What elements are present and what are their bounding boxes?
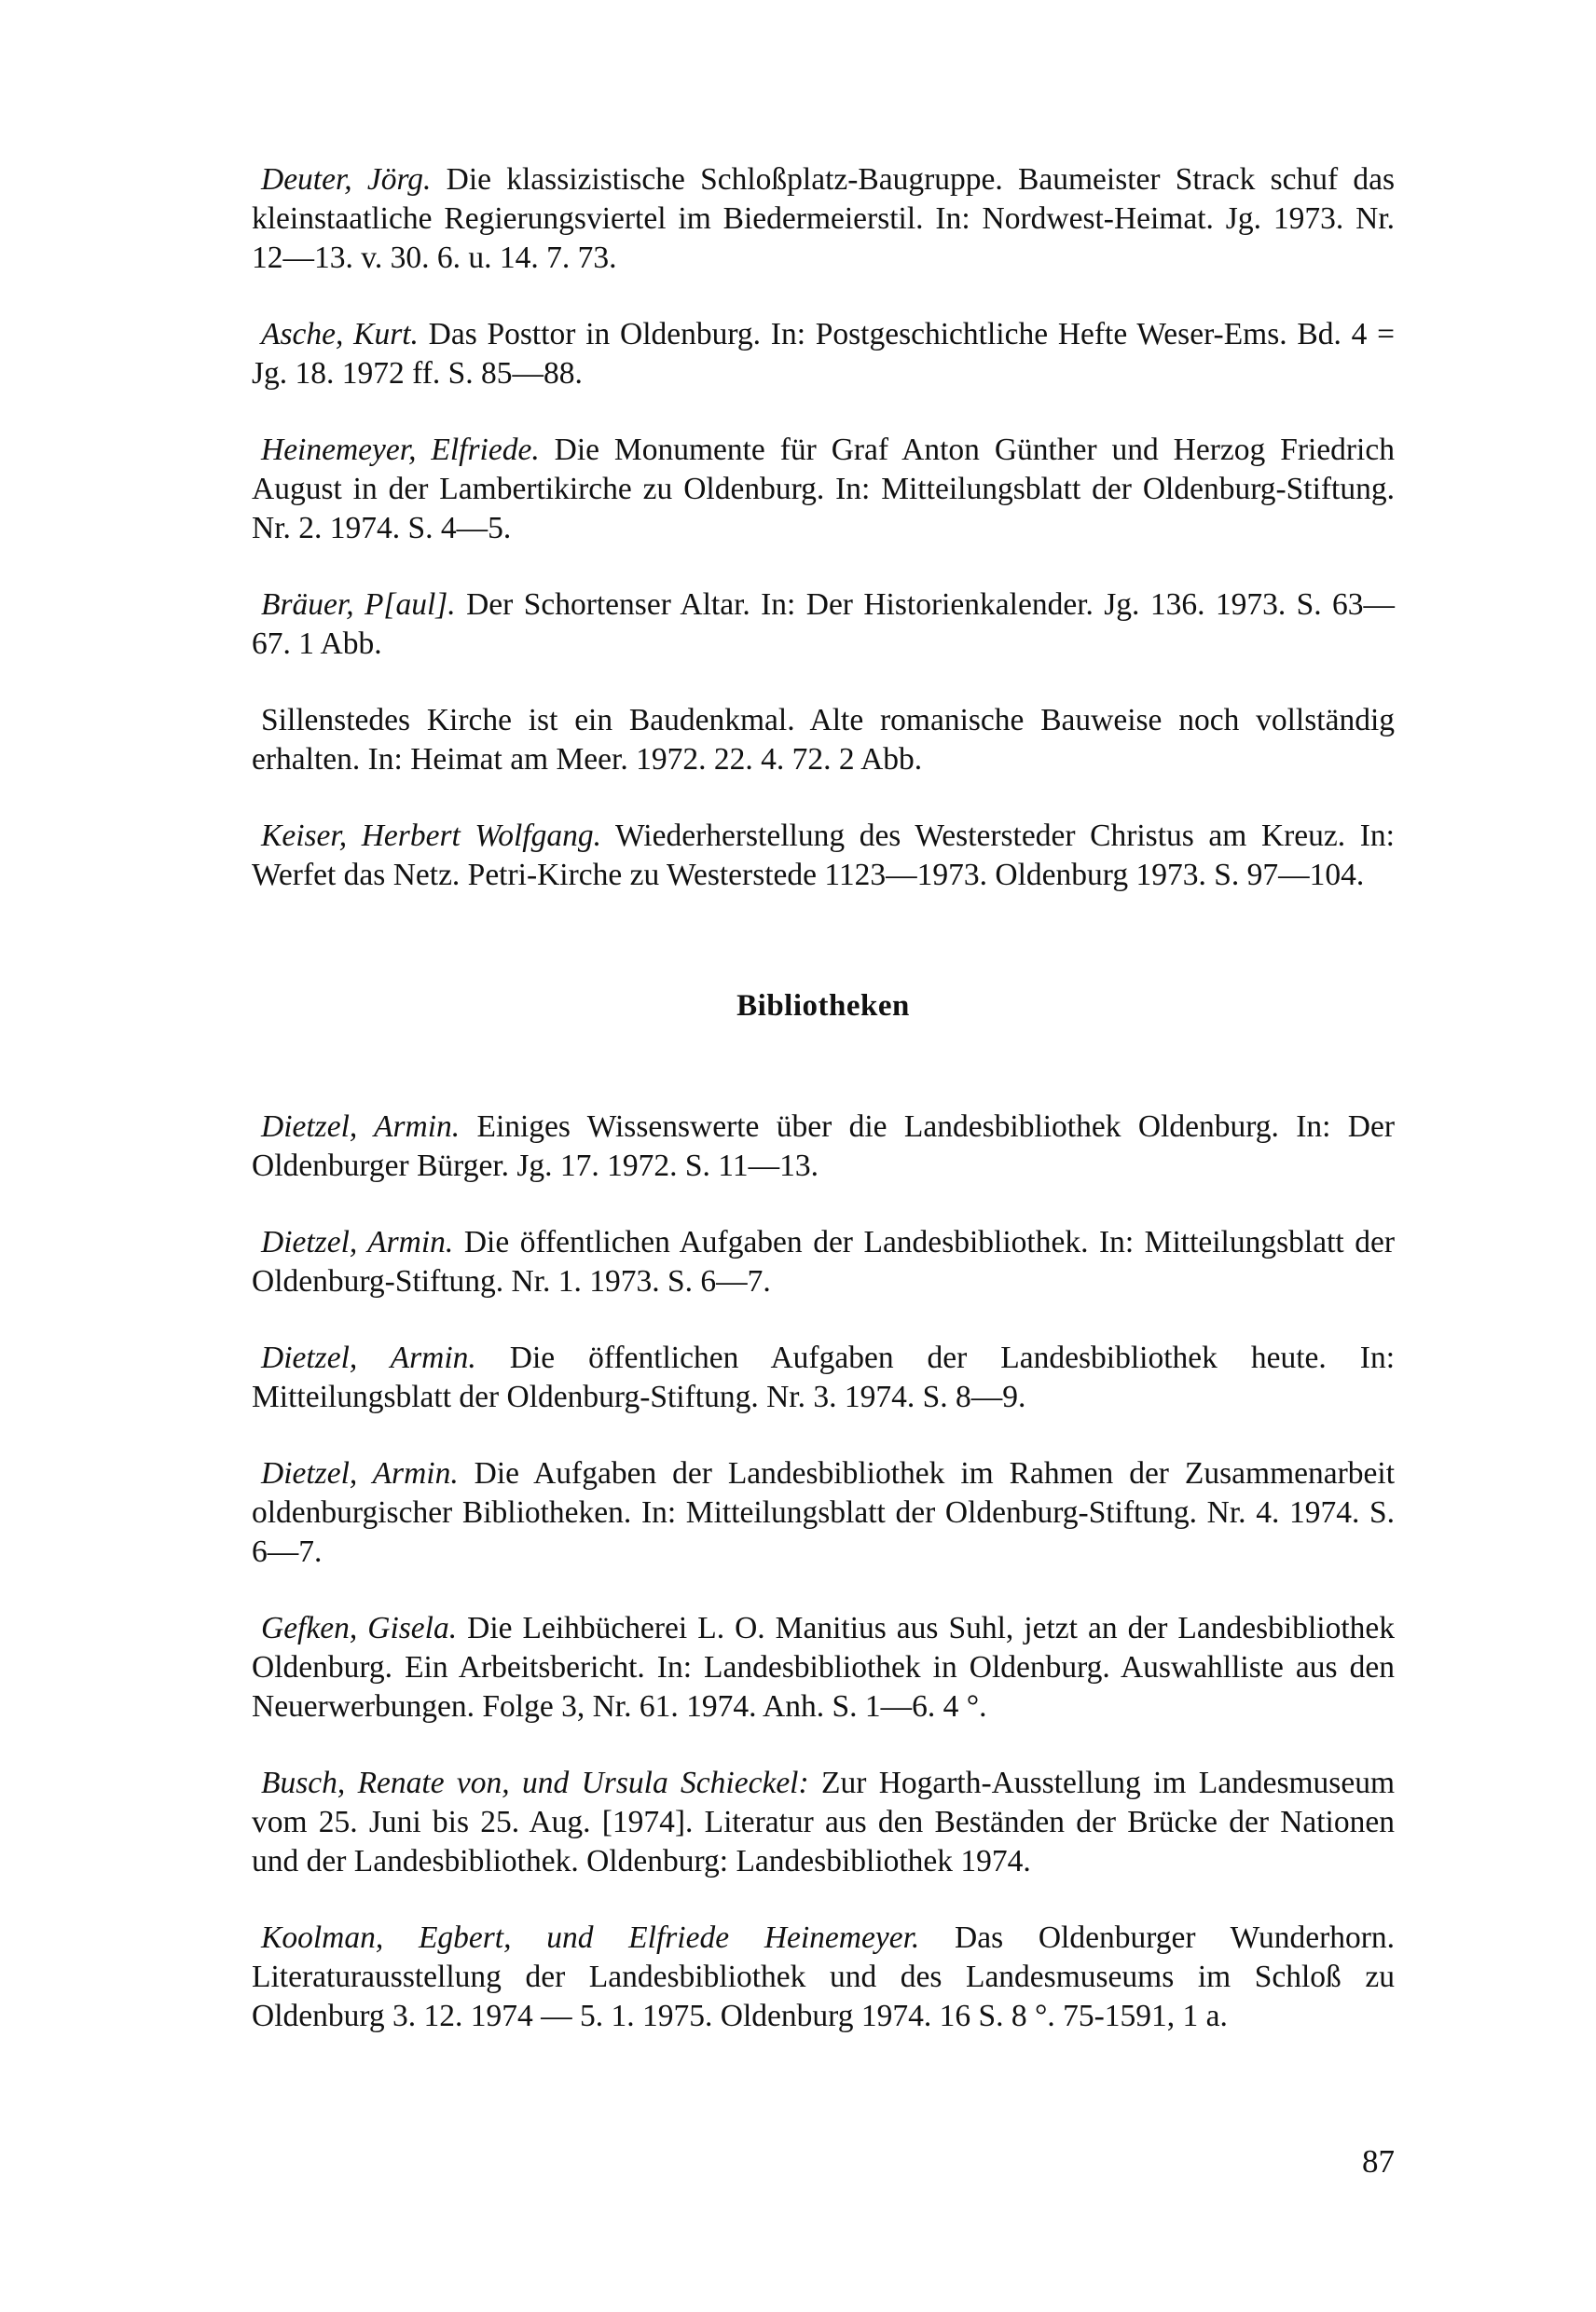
bibliography-entry [252, 585, 1395, 664]
entry-author: Bräuer, P[aul]. [261, 587, 456, 622]
bibliography-entry [252, 701, 1395, 779]
bibliography-entry [252, 1454, 1395, 1572]
entry-author: Busch, Renate von, und Ursula Schieckel: [261, 1766, 809, 1800]
entry-author: Deuter, Jörg. [261, 162, 432, 197]
entry-author: Dietzel, Armin. [261, 1109, 461, 1144]
entry-text: Der Schortenser Altar. In: Der Historienkalender. Jg. 136. 1973. S. 63—67. 1 Abb. [252, 587, 1396, 661]
entry-author: Dietzel, Armin. [261, 1456, 459, 1491]
entry-text: Einiges Wissenswerte über die Landesbibliothek Oldenburg. In: Der Oldenburger Bürger. Jg. 17. 1972. S. 11—13. [252, 1109, 1395, 1183]
entry-text: Die Monumente für Graf Anton Günther und Herzog Friedrich August in der Lambertikirche zu Oldenburg. In: Mitteilungsblatt der Oldenburg-Stiftung. Nr. 2. 1974. S. 4—5. [252, 433, 1395, 545]
entry-author: Koolman, Egbert, und Elfriede Heinemeyer. [261, 1920, 920, 1955]
entry-text: Die klassizistische Schloßplatz-Baugruppe. Baumeister Strack schuf das kleinstaatliche Regierungsviertel im Biedermeierstil. In: Nordwest-Heimat. Jg. 1973. Nr. 12—13. v. 30. 6. u. 14. 7. 73. [252, 162, 1395, 275]
bibliography-entry [252, 431, 1395, 548]
bibliography-entry [252, 1764, 1395, 1881]
entry-text: Zur Hogarth-Ausstellung im Landesmuseum vom 25. Juni bis 25. Aug. [1974]. Literatur aus den Beständen der Brücke der Nationen und der Landesbibliothek. Oldenburg: Landesbibliothek 1974. [252, 1766, 1396, 1878]
bibliography-entry [252, 817, 1395, 895]
entry-author: Dietzel, Armin. [261, 1341, 476, 1375]
section-heading: Bibliotheken [736, 989, 910, 1023]
entry-author: Asche, Kurt. [261, 317, 419, 351]
entry-text: Die öffentlichen Aufgaben der Landesbibliothek. In: Mitteilungsblatt der Oldenburg-Stiftung. Nr. 1. 1973. S. 6—7. [252, 1225, 1395, 1299]
bibliography-column [252, 160, 1395, 2073]
entry-author: Dietzel, Armin. [261, 1225, 454, 1259]
entry-text: Das Posttor in Oldenburg. In: Postgeschichtliche Hefte Weser-Ems. Bd. 4 = Jg. 18. 1972 ff. S. 85—88. [252, 317, 1395, 391]
entry-text: Wiederherstellung des Westersteder Christus am Kreuz. In: Werfet das Netz. Petri-Kirche zu Westerstede 1123—1973. Oldenburg 1973. S. 97—104. [252, 819, 1395, 892]
bibliography-entry [252, 1223, 1395, 1301]
bibliography-entry [252, 315, 1395, 393]
entry-text: Die Aufgaben der Landesbibliothek im Rahmen der Zusammenarbeit oldenburgischer Bibliotheken. In: Mitteilungsblatt der Oldenburg-Stiftung. Nr. 4. 1974. S. 6—7. [252, 1456, 1396, 1569]
entry-text: Die öffentlichen Aufgaben der Landesbibliothek heute. In: Mitteilungsblatt der Oldenburg-Stiftung. Nr. 3. 1974. S. 8—9. [252, 1341, 1395, 1414]
entry-author: Gefken, Gisela. [261, 1611, 458, 1645]
entry-author: Keiser, Herbert Wolfgang. [261, 819, 601, 853]
bibliography-entry [252, 1609, 1395, 1727]
entry-text: Die Leihbücherei L. O. Manitius aus Suhl, jetzt an der Landesbibliothek Oldenburg. Ein Arbeitsbericht. In: Landesbibliothek in Oldenburg. Auswahlliste aus den Neuerwerbungen. Folge 3, Nr. 61. 1974. Anh. S. 1—6. 4 °. [252, 1611, 1396, 1724]
bibliography-entry [252, 1919, 1395, 2036]
bibliography-entry [252, 1339, 1395, 1417]
bibliography-entry [252, 160, 1395, 278]
bibliography-entry [252, 1108, 1395, 1186]
page-number: 87 [1362, 2143, 1395, 2180]
entry-text: Das Oldenburger Wunderhorn. Literaturausstellung der Landesbibliothek und des Landesmuseums im Schloß zu Oldenburg 3. 12. 1974 — 5. 1. 1975. Oldenburg 1974. 16 S. 8 °. 75-1591, 1 a. [252, 1920, 1396, 2033]
entry-text: Sillenstedes Kirche ist ein Baudenkmal. Alte romanische Bauweise noch vollständig erhalten. In: Heimat am Meer. 1972. 22. 4. 72. 2 Abb. [252, 703, 1395, 777]
entry-author: Heinemeyer, Elfriede. [261, 433, 540, 467]
